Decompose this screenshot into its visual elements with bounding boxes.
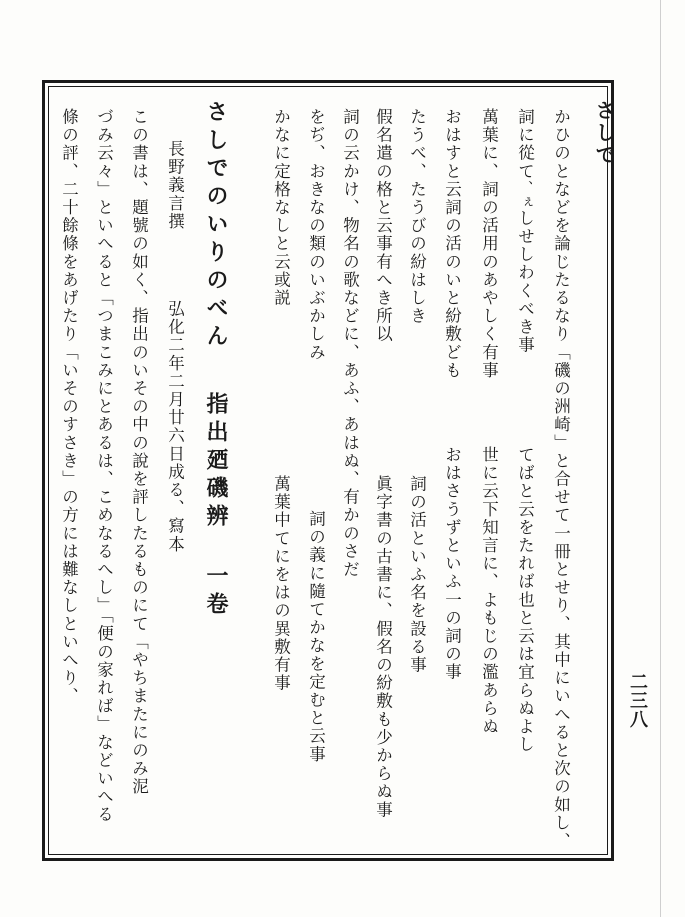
section-title-volume: 指出廼磯辨 一卷	[203, 392, 229, 620]
toc-line-text-cont: しせしわくべき事	[515, 209, 535, 355]
toc-line	[516, 108, 533, 354]
toc-line-lower: 萬葉中てにをはの異敷有事	[271, 475, 291, 693]
toc-line: おはすと云詞の活のいと紛敷ども	[442, 108, 462, 380]
toc-line: たうべ、たうびの紛はしき	[407, 108, 427, 326]
toc-line: 詞の云かけ、物名の歌などに、あふ、あはぬ、有かのさだ	[340, 108, 360, 579]
toc-line: 假名遣の格と云事有へき所以	[373, 108, 393, 344]
toc-line-lower: 世に云下知言に、よもじの濫あらぬ	[479, 446, 499, 736]
section-title: さしでのいりのべん	[203, 100, 229, 352]
body-line: づみ云々」といへると「つまこみにとあるは、こめなるへし」「便の家れば」などいへる	[94, 108, 114, 824]
running-head: さしで	[592, 100, 616, 166]
toc-line: かなに定格なしと云或説	[271, 108, 291, 308]
toc-line: をぢ、おきなの類のいぶかしみ	[306, 108, 326, 362]
toc-line: かひのとなどを論じたるなり「磯の洲崎」と合せて一冊とせり、其中にいへると次の如し、	[551, 108, 571, 851]
page-edge-line	[660, 0, 661, 917]
toc-line-lower: 眞字書の古書に、假名の紛敷も少からぬ事	[373, 475, 393, 819]
body-line: この書は、題號の如く、指出のいその中の說を評したるものにて「やちまたにのみ泥	[129, 108, 149, 796]
author-line: 長野義言撰	[165, 140, 185, 231]
toc-line-lower: おはさうずといふ一の詞の事	[442, 446, 462, 682]
toc-line-text: 詞に從て	[515, 108, 535, 181]
toc-line: 萬葉に、詞の活用のあやしく有事	[479, 108, 499, 380]
date-line: 弘化二年二月廿六日成る、寫本	[165, 300, 185, 554]
toc-line-lower: 詞の義に隨てかなを定むと云事	[306, 510, 326, 764]
body-line: 條の評、二十餘條をあげたり「いそのすさき」の方には難なしといへり、	[59, 108, 79, 706]
page-number: 二三八	[627, 672, 648, 729]
toc-line-smallnote: 、ぇ	[516, 180, 533, 210]
toc-line-lower: てばと云をたれば也と云は宜らぬよし	[515, 446, 535, 754]
toc-line-lower: 詞の活といふ名を設る事	[407, 475, 427, 675]
